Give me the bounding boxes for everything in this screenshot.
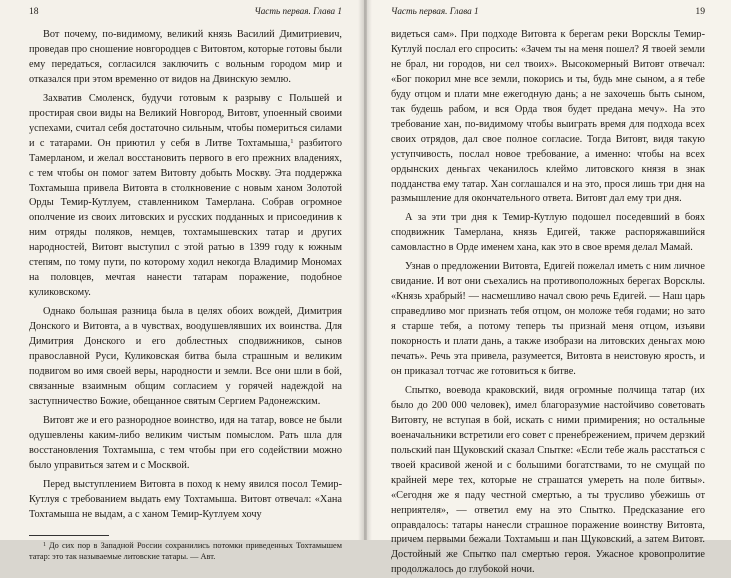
right-page-body	[391, 28, 705, 578]
left-page-body	[29, 28, 342, 523]
left-page-header	[29, 4, 342, 19]
paragraph	[29, 92, 342, 301]
footnote-reference: 1	[290, 137, 294, 145]
paragraph: Спытко, воевода краковский, видя огромные полчища татар (их было до 200 000 человек), имел благоразумие настойчиво советовать Витовту, не вступая в бой, искать с ними примирения; но остальные военачальники встретили его совет с пренебрежением, причем дерзкий польский пан Щуковский сказал Спытке: «Если тебе жаль расстаться с твоей красивой женой и с большими богатствами, то не смущай по крайней мере тех, которые не страшатся умереть на поле битвы». «Сегодня же я паду честной смертью, а ты трусливо убежишь от неприятеля», — ответил ему на это Спытко. Предсказание его оправдалось: татары нанесли страшное поражение воинству Витовта, причем первыми бежали Тохтамыш и пан Щуковский, а затем Витовт. Достойный же Спытко пал смертью героя. Ужасное кровопролитие продолжалось до глубокой ночи.	[391, 384, 705, 576]
paragraph: Однако большая разница была в целях обоих вождей, Димитрия Донского и Витовта, а в чувствах, воодушевлявших их воинства. Для Димитрия Донского и его доблестных сподвижников, сынов православной Руси, Куликовская битва была страшным и великим подвигом во имя своей веры, народности и земли. Все они шли в бой, связанные взаимным общим согласием у горячей надеждой на заступничество Божие, обещанное святым Сергием Радонежским.	[29, 306, 342, 407]
left-page	[0, 0, 364, 561]
right-page	[367, 0, 731, 576]
paragraph: А за эти три дня к Темир-Кутлую подошел поседевший в боях сподвижник Тамерлана, князь Едигей, также распоряжавшийся самовластно в Орде именем хана, как это в свое время делал Мамай.	[391, 212, 705, 254]
paragraph-text: Захватив Смоленск, будучи готовым к разрыву с Польшей и простирая свои виды на Великий Новгород, Витовт, упоенный своими успехами, считал себя достаточно сильным, чтобы помериться силами и с татарами. Он приютил у себя в Литве Тохтамыша,	[29, 92, 342, 149]
paragraph-text: разбитого Тамерланом, и желал восстановить первого в его прежних владениях, с тем чтобы он помог затем Витовту добыть Москву. Эта поддержка Тохтамыша привела Витовта в столкновение с новым ханом Золотой Орды Темир-Кутлуем, ставленником Тамерлана. Собрав огромное ополчение из своих литовских и русских подданных и присоединив к ним отряды поляков, немцев, тохтамышевских татар и других народностей, Витовт выступил с этой ратью в 1399 году к южным степям, по тому пути, по которому ходил некогда Владимир Мономах на половцев, мечтая нанести татарам поражение, подобное куликовскому.	[29, 137, 342, 299]
paragraph: Вот почему, по-видимому, великий князь Василий Димитриевич, проведав про сношение новгородцев с Витовтом, которые готовы были ему передаться, согласился заключить с вольным городом мир и отказался при этом временно от видов на Двинскую землю.	[29, 29, 342, 85]
right-running-head: Часть первая. Глава 1	[391, 6, 479, 16]
left-page-number: 18	[29, 6, 39, 17]
paragraph: Витовт же и его разнородное воинство, идя на татар, вовсе не были одушевлены каким-либо великим чистым помыслом. Рать шла для восстановления Тохтамыша, с тем чтобы при его содействии можно было управиться затем и с Москвой.	[29, 414, 342, 471]
paragraph: Перед выступлением Витовта в поход к нему явился посол Темир-Кутлуя с требованием выдать ему Тохтамыша. Витовт отвечал: «Хана Тохтамыша не выдам, а с ханом Темир-Кутлуем хочу	[29, 478, 342, 520]
paragraph: Узнав о предложении Витовта, Едигей пожелал иметь с ним личное свидание. И вот они съехались на противоположных берегах Ворсклы. «Князь храбрый! — насмешливо начал свою речь Едигей. — Наш царь справедливо мог признать тебя отцом, он моложе тебя годами; но зато я старше тебя, а потому теперь ты признай меня отцом, изъяви покорность и плати дань, а также изобрази на литовских деньгах мою печать». Речь эта привела, разумеется, Витовта в неистовую ярость, и он приказал тотчас же готовиться к битве.	[391, 261, 705, 377]
right-page-number: 19	[695, 6, 705, 17]
paragraph: видеться сам». При подходе Витовта к берегам реки Ворсклы Темир-Кутлуй послал его спросить: «Зачем ты на меня пошел? Я твоей земли не брал, ни городов, ни сел твоих». Высокомерный Витовт отвечал: «Бог покорил мне все земли, покорись и ты, будь мне сыном, а я тебе буду отцом и плати мне ежегодную дань; а не захочешь быть сыном, так будешь рабом, и вся Орда твоя будет предана мечу». На это требование хан, по-видимому чтобы выиграть время для подхода всех своих отрядов, дал свое полное согласие. Тогда Витовт, видя такую уступчивость, послал новое требование, а именно: чтобы на всех ордынских деньгах чеканилось клеймо литовского князя в знак подданства ему татар. Хан соглашался и на это, прося лишь три дня на размышление для окончательного ответа. Витовт дал ему три дня.	[391, 29, 705, 205]
right-page-header	[391, 4, 705, 19]
left-running-head: Часть первая. Глава 1	[254, 6, 342, 16]
footnote-number: 1	[43, 541, 46, 548]
footnote-divider	[29, 535, 109, 536]
footnote-text: До сих пор в Западной России сохранились потомки приведенных Тохтамышем татар: это так называемые литовские татары. — Авт.	[29, 540, 342, 561]
book-gutter	[358, 0, 372, 540]
footnote	[29, 540, 342, 563]
